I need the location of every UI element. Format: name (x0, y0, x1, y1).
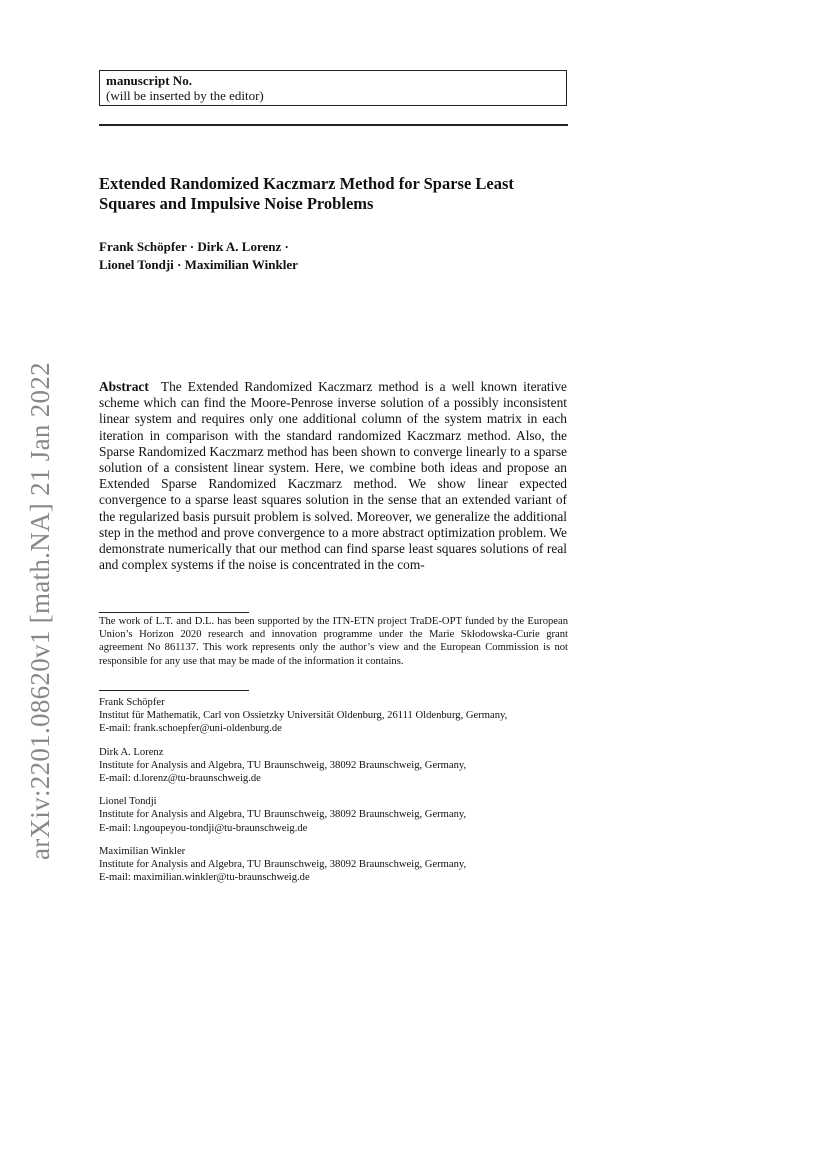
affiliation-email[interactable]: E-mail: maximilian.winkler@tu-braunschweig.de (99, 872, 310, 884)
funding-footnote: The work of L.T. and D.L. has been supported by the ITN-ETN project TraDE-OPT funded by the European Union’s Horizon 2020 research and innovation programme under the Marie Skłodowska-Curie grant agreement No 861137. This work represents only the author’s view and the European Commission is not responsible for any use that may be made of the information it contains. (99, 616, 568, 667)
abstract-label: Abstract (99, 379, 149, 394)
affiliation-institute: Institut für Mathematik, Carl von Ossietzky Universität Oldenburg, 26111 Oldenburg, Germany, (99, 710, 508, 722)
editor-note: (will be inserted by the editor) (106, 88, 264, 103)
author-line-2: Lionel Tondji · Maximilian Winkler (99, 257, 298, 272)
affiliation-institute: Institute for Analysis and Algebra, TU Braunschweig, 38092 Braunschweig, Germany, (99, 809, 467, 821)
affiliation-institute: Institute for Analysis and Algebra, TU Braunschweig, 38092 Braunschweig, Germany, (99, 859, 467, 871)
affiliation-email[interactable]: E-mail: l.ngoupeyou-tondji@tu-braunschweig.de (99, 822, 308, 834)
manuscript-label: manuscript No. (106, 73, 192, 88)
abstract-text: The Extended Randomized Kaczmarz method is a well known iterative scheme which can find the Moore-Penrose inverse solution of a possibly inconsistent linear system and requires only one additional column of the system matrix in each iteration in comparison with the standard randomized Kaczmarz method. Also, the Sparse Randomized Kaczmarz method has been shown to converge linearly to a sparse solution of a consistent linear system. Here, we combine both ideas and propose an Extended Sparse Randomized Kaczmarz method. We show linear expected convergence to a sparse least squares solution in the sense that an extended variant of the regularized basis pursuit problem is solved. Moreover, we generalize the additional step in the method and prove convergence to a more abstract optimization problem. We demonstrate numerically that our method can find sparse least squares solutions of real and complex systems if the noise is concentrated in the com- (99, 379, 567, 573)
header-rule (99, 124, 568, 126)
affiliation-institute: Institute for Analysis and Algebra, TU Braunschweig, 38092 Braunschweig, Germany, (99, 759, 467, 771)
affiliation-name: Maximilian Winkler (99, 845, 186, 857)
abstract (99, 379, 567, 573)
affiliation-email[interactable]: E-mail: frank.schoepfer@uni-oldenburg.de (99, 723, 282, 735)
affiliation-name: Frank Schöpfer (99, 697, 165, 708)
affiliation-rule (99, 690, 249, 691)
affiliation-name: Lionel Tondji (99, 796, 157, 808)
affiliation-name: Dirk A. Lorenz (99, 746, 164, 758)
author-line-1: Frank Schöpfer · Dirk A. Lorenz · (99, 239, 289, 254)
arxiv-stamp-text: arXiv:2201.08620v1 [math.NA] 21 Jan 2022 (25, 362, 55, 860)
affiliation-entry (99, 795, 568, 835)
paper-title: Extended Randomized Kaczmarz Method for Sparse Least Squares and Impulsive Noise Problems (99, 174, 514, 213)
affiliation-entry (99, 746, 568, 786)
affiliation-email[interactable]: E-mail: d.lorenz@tu-braunschweig.de (99, 773, 261, 785)
footnote-rule (99, 612, 249, 613)
affiliation-entry (99, 696, 568, 736)
affiliation-list (99, 696, 568, 894)
manuscript-info-box (99, 70, 567, 106)
arxiv-stamp (22, 362, 58, 860)
author-list (99, 238, 567, 274)
affiliation-entry (99, 845, 568, 885)
